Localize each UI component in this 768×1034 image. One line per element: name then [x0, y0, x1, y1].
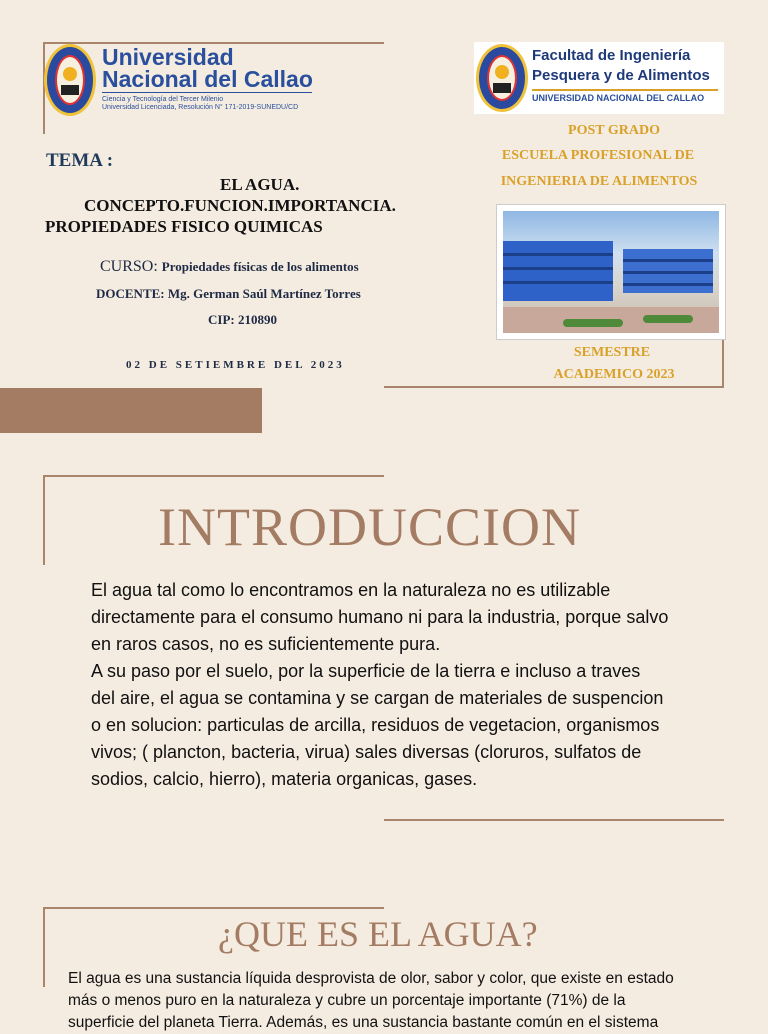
que-es-left-rule — [43, 907, 45, 987]
intro-line: sodios, calcio, hierro), materia organicas, gases. — [91, 769, 478, 789]
curso-value: Propiedades físicas de los alimentos — [161, 259, 359, 274]
faculty-name-line2: Pesquera y de Alimentos — [532, 67, 710, 84]
faculty-seal-logo — [476, 44, 528, 112]
semestre-line2: ACADEMICO 2023 — [553, 367, 675, 382]
intro-top-rule — [44, 475, 384, 477]
intro-left-rule — [43, 475, 45, 565]
intro-title: INTRODUCCION — [158, 497, 581, 557]
escuela-line2: INGENIERIA DE ALIMENTOS — [500, 174, 698, 189]
que-es-top-rule — [44, 907, 384, 909]
post-grado-label: POST GRADO — [568, 123, 660, 138]
que-es-paragraph — [68, 968, 748, 1034]
faculty-name-line1: Facultad de Ingeniería — [532, 47, 691, 64]
university-name-line2: Nacional del Callao — [102, 66, 313, 92]
que-es-line: más o menos puro en la naturaleza y cubre un porcentaje importante (71%) de la — [68, 992, 626, 1009]
intro-line: en raros casos, no es suficientemente pura. — [91, 634, 441, 654]
faculty-name-line3: UNIVERSIDAD NACIONAL DEL CALLAO — [532, 93, 705, 103]
semestre-line1: SEMESTRE — [573, 345, 651, 360]
university-tagline2: Universidad Licenciada, Resolución N° 171-2019-SUNEDU/CD — [102, 104, 299, 111]
cip-line: CIP: 210890 — [208, 312, 277, 327]
curso-line — [100, 258, 359, 276]
intro-line: A su paso por el suelo, por la superficie de la tierra e incluso a traves — [91, 661, 641, 681]
intro-bottom-rule — [384, 819, 724, 821]
intro-line: directamente para el consumo humano ni para la industria, porque salvo — [91, 607, 669, 627]
escuela-line1: ESCUELA PROFESIONAL DE — [501, 148, 695, 163]
intro-paragraph — [91, 577, 731, 793]
university-name-underline — [102, 92, 312, 93]
intro-line: El agua tal como lo encontramos en la naturaleza no es utilizable — [91, 580, 611, 600]
campus-photo — [496, 204, 726, 340]
date-line: 02 DE SETIEMBRE DEL 2023 — [126, 359, 345, 371]
faculty-logo-box — [474, 42, 724, 114]
docente-line: DOCENTE: Mg. German Saúl Martínez Torres — [96, 286, 361, 301]
intro-line: vivos; ( plancton, bacteria, virua) sales diversas (cloruros, sulfatos de — [91, 742, 642, 762]
tema-label: TEMA : — [46, 150, 114, 171]
intro-line: del aire, el agua se contamina y se cargan de materiales de suspencion — [91, 688, 664, 708]
que-es-title: ¿QUE ES EL AGUA? — [218, 914, 538, 954]
faculty-underline — [532, 89, 718, 91]
title-line2: CONCEPTO.FUNCION.IMPORTANCIA. — [84, 196, 396, 215]
right-bottom-rule — [384, 386, 724, 388]
que-es-line: superficie del planeta Tierra. Además, es una sustancia bastante común en el sistema — [68, 1014, 659, 1031]
university-tagline1: Ciencia y Tecnología del Tercer Milenio — [102, 96, 224, 103]
title-line3: PROPIEDADES FISICO QUIMICAS — [45, 217, 323, 236]
curso-label: CURSO: — [100, 258, 158, 275]
university-seal-logo — [44, 44, 96, 116]
decorative-brown-bar — [0, 388, 262, 433]
university-name-line1: Universidad — [102, 44, 234, 70]
intro-line: o en solucion: particulas de arcilla, residuos de vegetacion, organismos — [91, 715, 660, 735]
title-line1: EL AGUA. — [220, 175, 300, 194]
que-es-line: El agua es una sustancia líquida desprovista de olor, sabor y color, que existe en estado — [68, 970, 674, 987]
